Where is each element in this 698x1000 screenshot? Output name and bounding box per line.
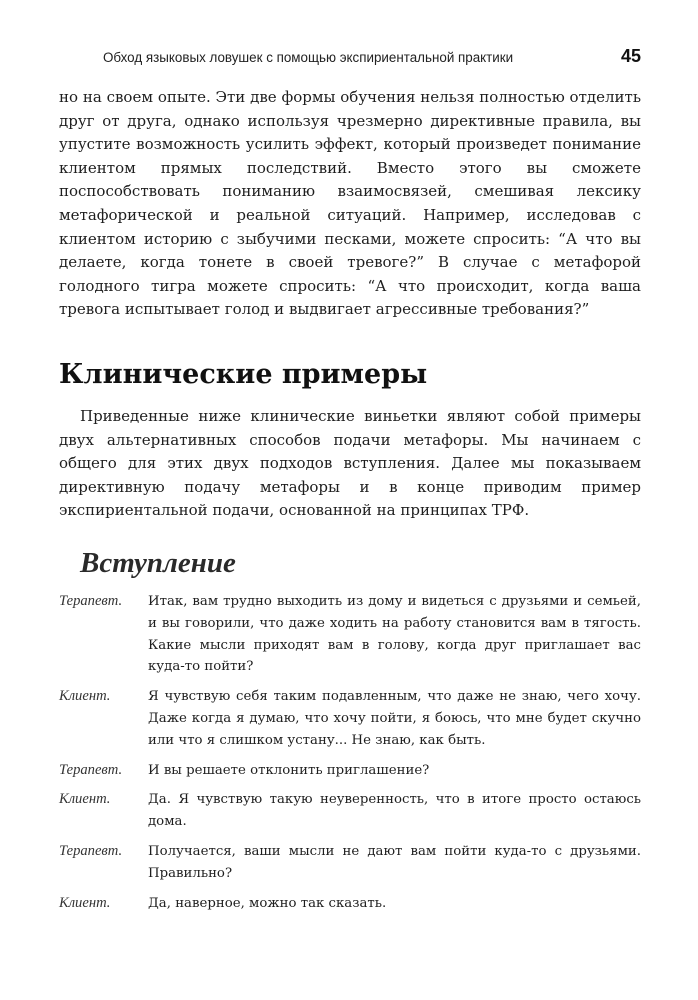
utterance-text: Я чувствую себя таким подавленным, что даже не знаю, чего хочу. Даже когда я думаю, что хочу пойти, я боюсь, что мне будет скучно или что я слишком устану... Не знаю, как быть. (148, 689, 641, 748)
dialogue-turn (59, 686, 641, 751)
dialogue-turn (59, 591, 641, 678)
utterance-text: Да, наверное, можно так сказать. (148, 895, 387, 911)
dialogue-turn (59, 893, 641, 915)
section-intro-paragraph: Приведенные ниже клинические виньетки являют собой примеры двух альтернативных способов подачи метафоры. Мы начинаем с общего для этих двух подходов вступления. Далее мы показываем директивную подачу метафоры и в конце приводим пример экспириентальной подачи, основанной на принципах ТРФ. (59, 407, 641, 520)
dialogue-transcript (59, 591, 641, 922)
body-paragraph: но на своем опыте. Эти две формы обучения нельзя полностью отделить друг от друга, однако используя чрезмерно директивные правила, вы упустите возможность усилить эффект, который произведет понимание клиентом прямых последствий. Вместо этого вы сможете поспособствовать пониманию взаимосвязей, смешивая лексику метафорической и реальной ситуаций. Например, исследовав с клиентом историю с зыбучими песками, можете спросить: “А что вы делаете, когда тонете в своей тревоге?” В случае с метафорой голодного тигра можете спросить: “А что происходит, когда ваша тревога испытывает голод и выдвигает агрессивные требования?” (59, 88, 641, 319)
running-header (59, 48, 641, 70)
book-page (59, 0, 641, 1000)
utterance-text: И вы решаете отклонить приглашение? (148, 762, 430, 778)
speaker-label: Клиент. (59, 791, 111, 808)
speaker-label: Терапевт. (59, 593, 123, 609)
dialogue-turn (59, 841, 641, 885)
section-heading: Клинические примеры (59, 359, 428, 390)
page-number: 45 (620, 46, 641, 66)
speaker-label: Терапевт. (59, 761, 123, 778)
speaker-label: Клиент. (59, 688, 111, 705)
subsection-heading: Вступление (80, 547, 236, 579)
speaker-label: Терапевт. (59, 842, 123, 859)
speaker-label: Клиент. (59, 894, 111, 911)
utterance-text: Да. Я чувствую такую неуверенность, что в итоге просто остаюсь дома. (148, 792, 641, 830)
utterance-text: Итак, вам трудно выходить из дому и видеться с друзьями и семьей, и вы говорили, что даже ходить на работу становится вам в тягость. Какие мысли приходят вам в голову, когда друг приглашает вас куда-то пойти? (148, 594, 641, 675)
dialogue-turn (59, 760, 641, 782)
running-title: Обход языковых ловушек с помощью экспириентальной практики (103, 50, 514, 65)
utterance-text: Получается, ваши мысли не дают вам пойти куда-то с друзьями. Правильно? (148, 843, 641, 881)
dialogue-turn (59, 789, 641, 833)
